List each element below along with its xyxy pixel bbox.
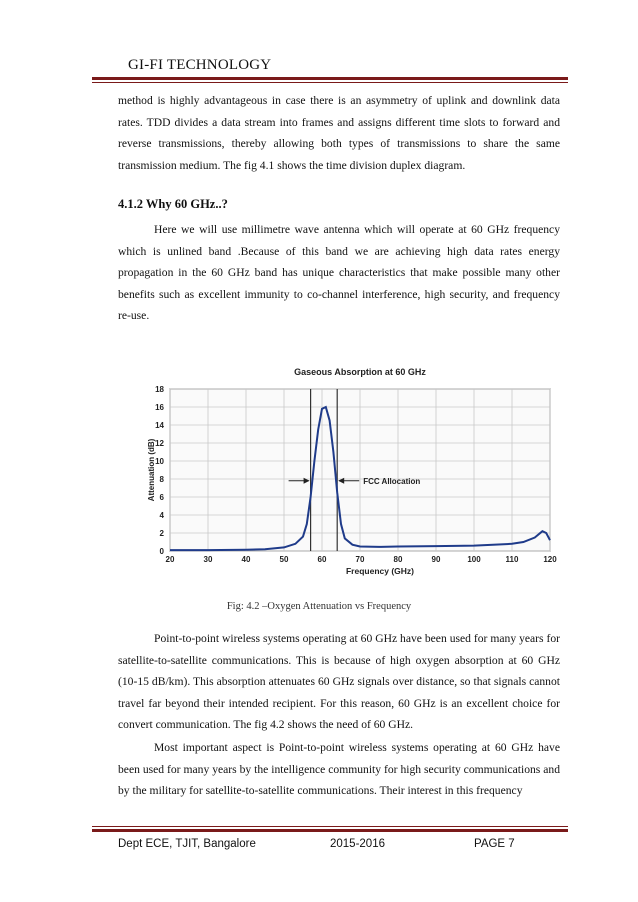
x-tick-label: 90 bbox=[431, 555, 441, 564]
y-tick-label: 8 bbox=[159, 475, 164, 484]
paragraph-why-60ghz-text: Here we will use millimetre wave antenna which will operate at 60 GHz frequency which is unlined band .Because of this band we are achieving high data rates energy propagation in the 60 GHz band has unique characteristics that make possible many other benefits such as excellent immunity to co-channel interference, high security, and frequency re-use. bbox=[118, 223, 560, 322]
paragraph-why-60ghz bbox=[118, 219, 560, 327]
x-tick-label: 110 bbox=[505, 555, 519, 564]
attenuation-figure bbox=[118, 355, 560, 577]
footer-rule-thick bbox=[92, 829, 568, 832]
footer-department: Dept ECE, TJIT, Bangalore bbox=[118, 838, 256, 850]
paragraph-intelligence-text: Most important aspect is Point-to-point wireless systems operating at 60 GHz have been used for many years by the intelligence community for high security communications and by the military for satellite-to-satellite communications. Their interest in this frequency bbox=[118, 741, 560, 797]
y-tick-label: 16 bbox=[155, 403, 164, 412]
x-tick-label: 20 bbox=[165, 555, 175, 564]
x-tick-label: 80 bbox=[393, 555, 403, 564]
paragraph-intelligence bbox=[118, 737, 560, 802]
footer-page-number: PAGE 7 bbox=[474, 838, 515, 850]
y-tick-label: 12 bbox=[155, 439, 164, 448]
x-tick-label: 100 bbox=[467, 555, 481, 564]
y-tick-label: 4 bbox=[159, 511, 164, 520]
section-heading: 4.1.2 Why 60 GHz..? bbox=[118, 197, 228, 211]
y-tick-label: 18 bbox=[155, 385, 164, 394]
y-tick-label: 0 bbox=[159, 547, 164, 556]
header-rule-thin bbox=[92, 82, 568, 83]
x-tick-label: 30 bbox=[203, 555, 213, 564]
fcc-allocation-label: FCC Allocation bbox=[363, 476, 421, 486]
chart-title: Gaseous Absorption at 60 GHz bbox=[294, 367, 426, 377]
x-axis-label: Frequency (GHz) bbox=[345, 566, 415, 576]
y-tick-label: 14 bbox=[155, 421, 164, 430]
x-tick-label: 40 bbox=[241, 555, 251, 564]
paragraph-satellite bbox=[118, 628, 560, 736]
paragraph-tdd: method is highly advantageous in case there is an asymmetry of uplink and downlink data rates. TDD divides a data stream into frames and assigns different time slots to forward and reverse transmissions, thereby allowing both types of transmissions to share the same transmission medium. The fig 4.1 shows the time division duplex diagram. bbox=[118, 94, 560, 172]
x-tick-label: 70 bbox=[355, 555, 365, 564]
footer-year: 2015-2016 bbox=[330, 838, 385, 850]
attenuation-chart bbox=[118, 355, 560, 577]
y-axis-label: Attenuation (dB) bbox=[147, 438, 156, 502]
x-tick-label: 50 bbox=[279, 555, 289, 564]
y-tick-label: 6 bbox=[159, 493, 164, 502]
header-title: GI-FI TECHNOLOGY bbox=[128, 57, 272, 73]
y-tick-label: 2 bbox=[159, 529, 164, 538]
paragraph-satellite-text: Point-to-point wireless systems operating at 60 GHz have been used for many years for satellite-to-satellite communications. This is because of high oxygen absorption at 60 GHz (10-15 dB/km). This absorption attenuates 60 GHz signals over distance, so that signals cannot travel far beyond their intended recipient. For this reason, 60 GHz is an excellent choice for convert communication. The fig 4.2 shows the need of 60 GHz. bbox=[118, 632, 560, 731]
x-tick-label: 60 bbox=[317, 555, 327, 564]
footer-rule-thin bbox=[92, 826, 568, 827]
figure-caption: Fig: 4.2 –Oxygen Attenuation vs Frequency bbox=[226, 601, 412, 612]
y-tick-label: 10 bbox=[155, 457, 164, 466]
header-rule-thick bbox=[92, 77, 568, 80]
x-tick-label: 120 bbox=[543, 555, 557, 564]
